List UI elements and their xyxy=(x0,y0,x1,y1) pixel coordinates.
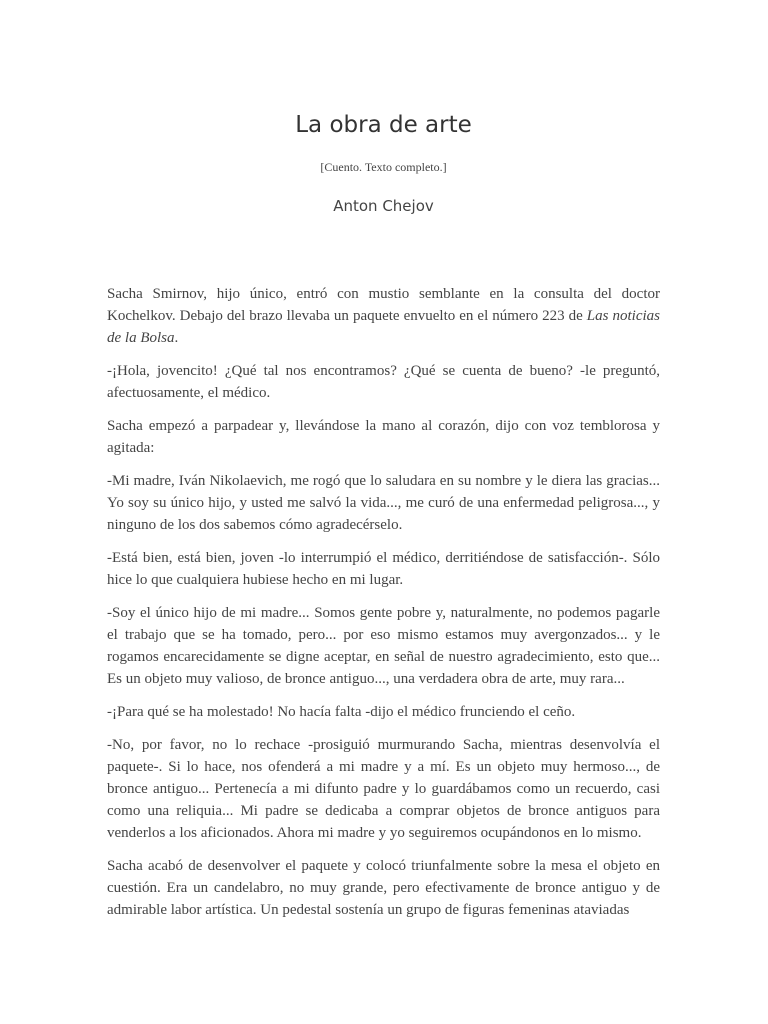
paragraph: -¡Hola, jovencito! ¿Qué tal nos encontramos? ¿Qué se cuenta de bueno? -le preguntó, afectuosamente, el médico. xyxy=(107,363,660,401)
newspaper-title: Las noticias de la Bolsa xyxy=(107,308,660,346)
paragraph: -No, por favor, no lo rechace -prosiguió murmurando Sacha, mientras desenvolvía el paquete-. Si lo hace, nos ofenderá a mi madre y a mí. Es un objeto muy hermoso..., de bronce antiguo... Pertenecía a mi difunto padre y lo guardábamos como un recuerdo, casi como una reliquia... Mi padre se dedicaba a comprar objetos de bronce antiguos para venderlos a los aficionados. Ahora mi madre y yo seguiremos ocupándonos en lo mismo. xyxy=(107,737,660,841)
paragraph-text: Sacha Smirnov, hijo único, entró con mustio semblante en la consulta del doctor Kochelkov. Debajo del brazo llevaba un paquete envuelto en el número 223 de xyxy=(107,286,660,324)
paragraph: Sacha empezó a parpadear y, llevándose la mano al corazón, dijo con voz temblorosa y agitada: xyxy=(107,418,660,456)
document-title: La obra de arte xyxy=(295,112,472,138)
paragraph-tail: . xyxy=(174,330,179,346)
story-body xyxy=(107,283,660,932)
paragraph: -¡Para qué se ha molestado! No hacía falta -dijo el médico frunciendo el ceño. xyxy=(107,704,576,720)
paragraph: -Está bien, está bien, joven -lo interrumpió el médico, derritiéndose de satisfacción-. Sólo hice lo que cualquiera hubiese hecho en mi lugar. xyxy=(107,550,660,588)
document-author: Anton Chejov xyxy=(333,197,434,215)
paragraph xyxy=(107,283,660,349)
paragraph: -Soy el único hijo de mi madre... Somos gente pobre y, naturalmente, no podemos pagarle el trabajo que se ha tomado, pero... por eso mismo estamos muy avergonzados... y le rogamos encarecidamente se digne aceptar, en señal de nuestro agradecimiento, esto que... Es un objeto muy valioso, de bronce antiguo..., una verdadera obra de arte, muy rara... xyxy=(107,605,660,687)
paragraph: Sacha acabó de desenvolver el paquete y colocó triunfalmente sobre la mesa el objeto en cuestión. Era un candelabro, no muy grande, pero efectivamente de bronce antiguo y de admirable labor artística. Un pedestal sostenía un grupo de figuras femeninas ataviadas xyxy=(107,858,660,918)
paragraph: -Mi madre, Iván Nikolaevich, me rogó que lo saludara en su nombre y le diera las gracias... Yo soy su único hijo, y usted me salvó la vida..., me curó de una enfermedad peligrosa..., y ninguno de los dos sabemos cómo agradecérselo. xyxy=(107,473,660,533)
document-subtitle: [Cuento. Texto completo.] xyxy=(320,160,447,174)
